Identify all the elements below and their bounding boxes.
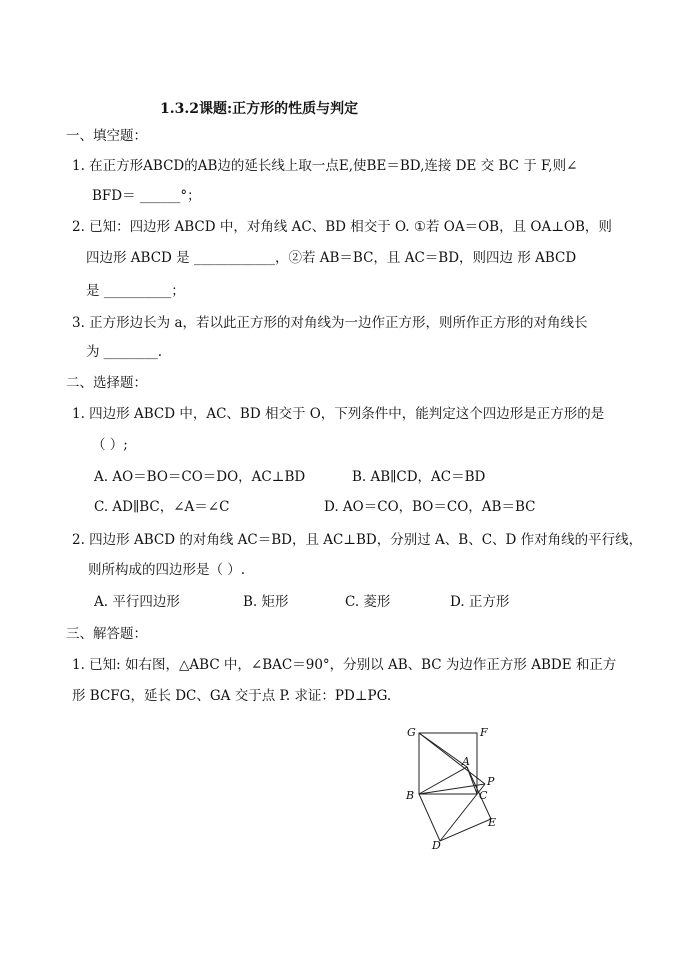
fill-q1-line2: BFD＝ ______°；: [92, 188, 201, 204]
geometry-figure: [400, 722, 510, 852]
section-fill-heading: 一、填空题：: [66, 128, 147, 144]
label-f: F: [480, 726, 488, 739]
fill-q2-line3: 是 __________；: [86, 283, 185, 299]
label-p: P: [487, 775, 495, 788]
line-g-a: [419, 733, 467, 767]
fill-q2-line1: 2. 已知：四边形 ABCD 中，对角线 AC、BD 相交于 O. ①若 OA＝OB，且 OA⊥OB，则: [72, 219, 612, 235]
label-a: A: [462, 755, 470, 768]
choice-q1-option-a: A. AO＝BO＝CO＝DO，AC⊥BD: [94, 469, 306, 485]
choice-q2-line2: 则所构成的四边形是（ ）.: [88, 562, 246, 578]
choice-q2-option-b: B. 矩形: [243, 594, 289, 610]
choice-q1-option-c: C. AD∥BC，∠A＝∠C: [94, 499, 230, 515]
fill-q1-line1: 1. 在正方形ABCD的AB边的延长线上取一点E,使BE＝BD,连接 DE 交 BC 于 F,则∠: [72, 158, 578, 174]
choice-q2-option-d: D. 正方形: [450, 594, 510, 610]
solve-q1-line1: 1. 已知: 如右图，△ABC 中，∠BAC＝90°，分别以 AB、BC 为边作正方形 ABDE 和正方: [72, 657, 617, 673]
label-d: D: [432, 839, 441, 852]
section-solve-heading: 三、解答题：: [66, 626, 147, 642]
choice-q1-line2: （ ）;: [92, 437, 128, 453]
fill-q2-line2: 四边形 ABCD 是 ____________，②若 AB＝BC，且 AC＝BD，则四边 形 ABCD: [86, 250, 577, 266]
square-abde: [419, 767, 491, 841]
choice-q2-option-c: C. 菱形: [345, 594, 391, 610]
label-c: C: [479, 789, 488, 802]
solve-q1-line2: 形 BCFG，延长 DC、GA 交于点 P. 求证：PD⊥PG.: [72, 688, 392, 704]
fill-q3-line2: 为 ________.: [86, 344, 163, 360]
choice-q2-option-a: A. 平行四边形: [94, 594, 180, 610]
choice-q1-line1: 1. 四边形 ABCD 中，AC、BD 相交于 O，下列条件中，能判定这个四边形是正方形的是: [72, 406, 605, 422]
label-g: G: [407, 726, 416, 739]
fill-q3-line1: 3. 正方形边长为 a，若以此正方形的对角线为一边作正方形，则所作正方形的对角线长: [72, 315, 588, 331]
choice-q1-option-b: B. AB∥CD，AC＝BD: [352, 469, 486, 485]
choice-q1-option-d: D. AO＝CO，BO＝CO，AB＝BC: [324, 499, 536, 515]
choice-q2-line1: 2. 四边形 ABCD 的对角线 AC＝BD，且 AC⊥BD，分别过 A、B、C、D 作对角线的平行线，: [72, 532, 643, 548]
label-b: B: [406, 789, 415, 802]
label-e: E: [488, 816, 497, 829]
section-choice-heading: 二、选择题：: [66, 375, 147, 391]
line-g-p: [419, 733, 485, 784]
page-title: 1.3.2课题:正方形的性质与判定: [160, 101, 359, 117]
line-a-c: [467, 767, 477, 794]
